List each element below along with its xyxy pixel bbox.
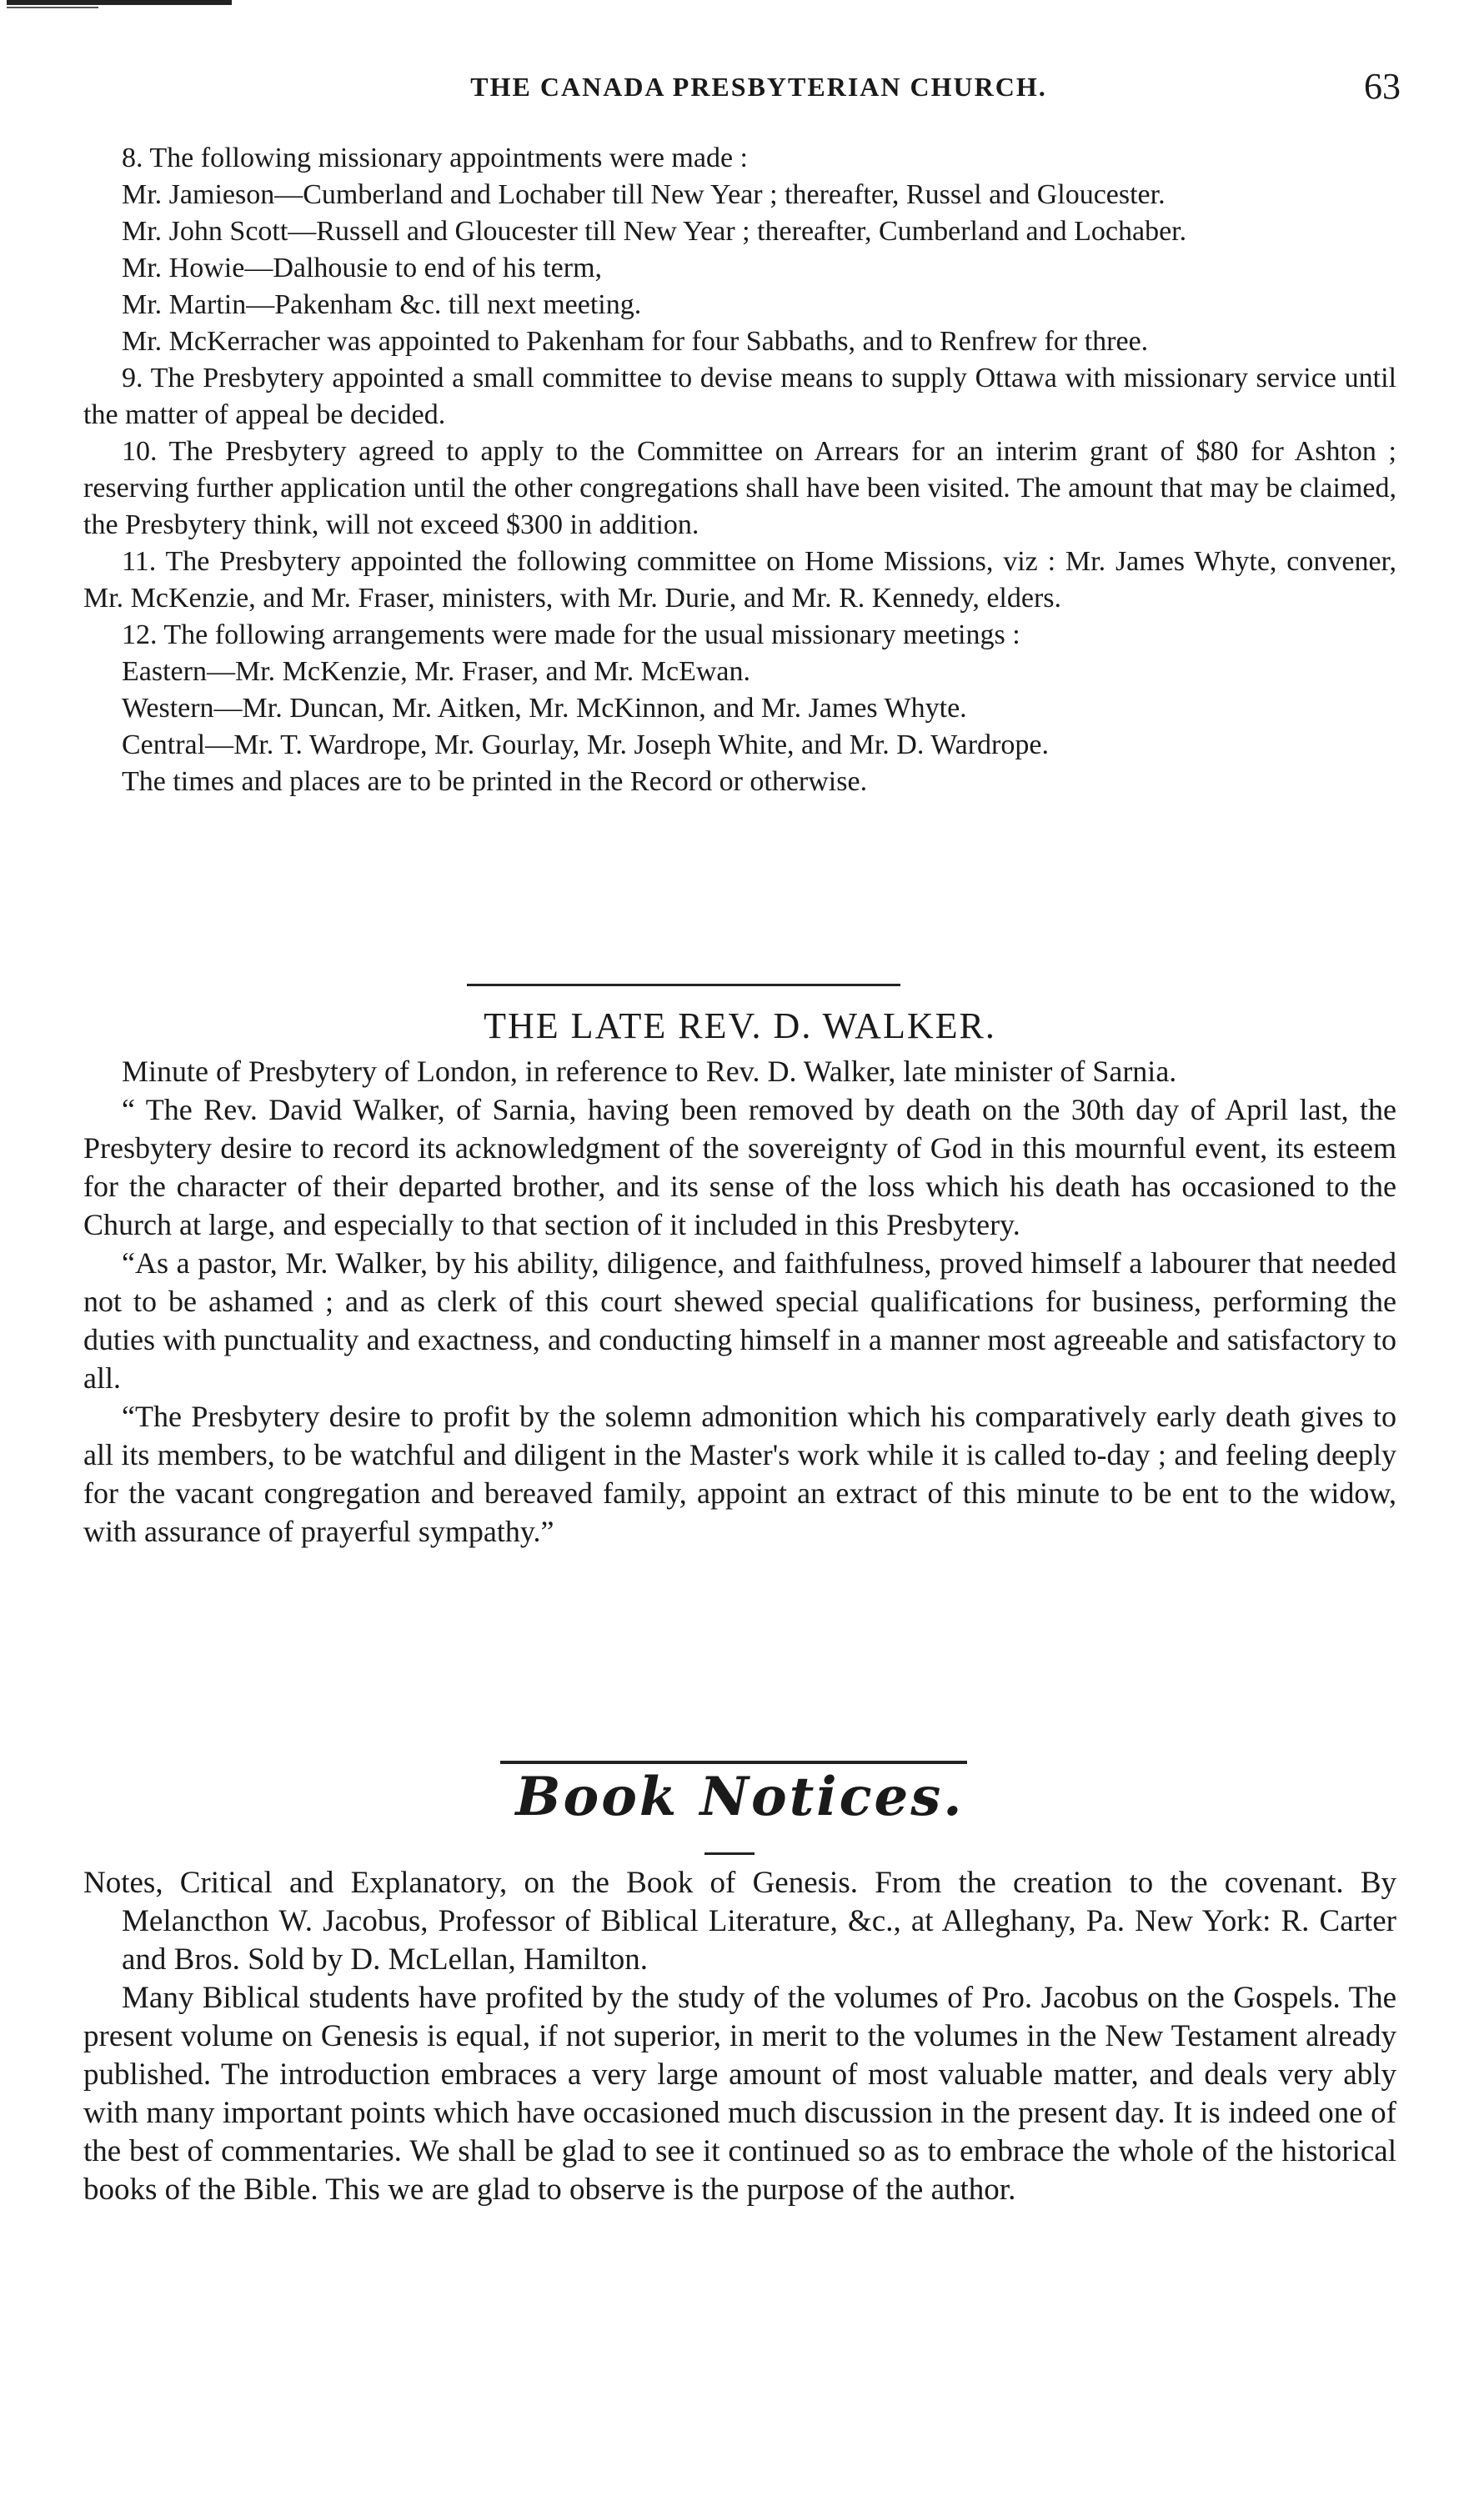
top-edge-mark-secondary	[7, 7, 98, 8]
top-edge-mark	[7, 0, 232, 5]
minute-item: 11. The Presbytery appointed the following committee on Home Missions, viz : Mr. James Whyte, convener, Mr. McKenzie, and Mr. Fraser, ministers, with Mr. Durie, and Mr. R. Kennedy, elders.	[83, 546, 1396, 614]
minute-item: 10. The Presbytery agreed to apply to the Committee on Arrears for an interim grant of $80 for Ashton ; reserving further application until the other congregations shall have been visited. The amount that may be claimed, the Presbytery think, will not exceed $300 in addition.	[83, 436, 1396, 540]
ornamental-divider	[500, 1761, 967, 1764]
minute-item: Mr. Martin—Pakenham &c. till next meeting.	[122, 289, 642, 320]
section-divider	[467, 984, 900, 986]
minute-item: Central—Mr. T. Wardrope, Mr. Gourlay, Mr. Joseph White, and Mr. D. Wardrope.	[122, 729, 1049, 760]
book-review: Many Biblical students have profited by the study of the volumes of Pro. Jacobus on the Gospels. The present volume on Genesis is equal, if not superior, in merit to the volumes in the New Testament already published. The introduction embraces a very large amount of most valuable matter, and deals very ably with many important points which have occasioned much discussion in the present day. It is indeed one of the best of commentaries. We shall be glad to see it continued so as to embrace the whole of the historical books of the Bible. This we are glad to observe is the purpose of the author.	[83, 1981, 1396, 2207]
book-entry-title: Notes, Critical and Explanatory, on the Book of Genesis. From the creation to the covenant. By Melancthon W. Jacobus, Professor of Biblical Literature, &c., at Alleghany, Pa. New York: R. Carter and Bros. Sold by D. McLellan, Hamilton.	[83, 1866, 1396, 1977]
walker-minute	[83, 1052, 1396, 1551]
minute-item: Western—Mr. Duncan, Mr. Aitken, Mr. McKinnon, and Mr. James Whyte.	[122, 693, 967, 724]
page-header	[83, 65, 1401, 115]
walker-paragraph: “The Presbytery desire to profit by the solemn admonition which his comparatively early death gives to all its members, to be watchful and diligent in the Master's work while it is called to-day ; and feeling deeply for the vacant congregation and bereaved family, appoint an extract of this minute to be ent to the widow, with assurance of prayerful sympathy.”	[83, 1400, 1396, 1548]
running-title: THE CANADA PRESBYTERIAN CHURCH.	[470, 72, 1047, 102]
walker-paragraph: “ The Rev. David Walker, of Sarnia, having been removed by death on the 30th day of April last, the Presbytery desire to record its acknowledgment of the sovereignty of God in this mournful event, its esteem for the character of their departed brother, and its sense of the loss which his death has occasioned to the Church at large, and especially to that section of it included in this Presbytery.	[83, 1093, 1396, 1241]
minute-item: Mr. Howie—Dalhousie to end of his term,	[122, 253, 603, 283]
section-heading-walker: THE LATE REV. D. WALKER.	[484, 1005, 996, 1046]
minute-item: 8. The following missionary appointments were made :	[122, 143, 749, 173]
walker-paragraph: “As a pastor, Mr. Walker, by his ability, diligence, and faithfulness, proved himself a labourer that needed not to be ashamed ; and as clerk of this court shewed special qualifications for business, performing the duties with punctuality and exactness, and conducting himself in a manner most agreeable and satisfactory to all.	[83, 1246, 1396, 1395]
minute-item: 12. The following arrangements were made for the usual missionary meetings :	[122, 619, 1020, 650]
minute-item: The times and places are to be printed in the Record or otherwise.	[122, 766, 868, 797]
section-heading-book-notices: Book Notices.	[515, 1766, 965, 1828]
page-number: 63	[1364, 66, 1401, 107]
minute-item: Mr. Jamieson—Cumberland and Lochaber till New Year ; thereafter, Russel and Gloucester.	[122, 179, 1166, 210]
minute-item: Mr. McKerracher was appointed to Pakenham for four Sabbaths, and to Renfrew for three.	[122, 326, 1149, 357]
minute-item: Mr. John Scott—Russell and Gloucester till New Year ; thereafter, Cumberland and Lochaber.	[122, 216, 1187, 247]
presbytery-minutes	[83, 140, 1396, 800]
walker-paragraph: Minute of Presbytery of London, in reference to Rev. D. Walker, late minister of Sarnia.	[122, 1055, 1177, 1088]
book-notices	[83, 1864, 1396, 2209]
short-divider	[704, 1852, 755, 1855]
minute-item: 9. The Presbytery appointed a small committee to devise means to supply Ottawa with missionary service until the matter of appeal be decided.	[83, 363, 1396, 430]
minute-item: Eastern—Mr. McKenzie, Mr. Fraser, and Mr. McEwan.	[122, 656, 751, 687]
